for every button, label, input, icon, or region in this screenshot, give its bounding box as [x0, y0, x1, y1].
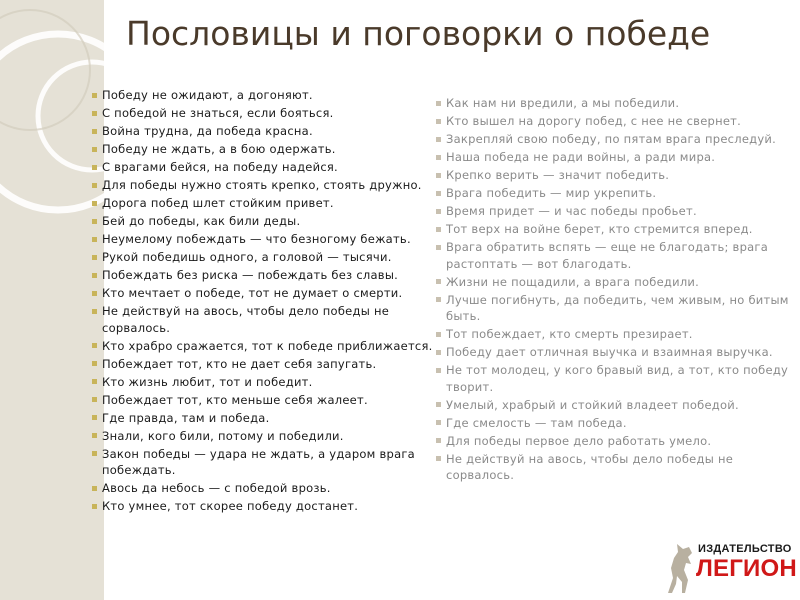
publisher-logo: [664, 540, 797, 596]
proverb-item: Закрепляй свою победу, по пятам врага преследуй.: [436, 131, 796, 148]
horse-icon: [664, 540, 700, 596]
proverb-item: Для победы первое дело работать умело.: [436, 433, 796, 450]
proverb-item: Знали, кого били, потому и победили.: [92, 428, 442, 445]
proverb-item: Побеждать без риска — побеждать без славы.: [92, 267, 442, 284]
proverb-item: Время придет — и час победы пробьет.: [436, 203, 796, 220]
proverb-item: Авось да небось — с победой врозь.: [92, 480, 442, 497]
proverb-item: Бей до победы, как били деды.: [92, 213, 442, 230]
proverb-item: Неумелому побеждать — что безногому бежать.: [92, 231, 442, 248]
proverb-item: Наша победа не ради войны, а ради мира.: [436, 149, 796, 166]
proverb-item: Победу дает отличная выучка и взаимная выручка.: [436, 344, 796, 361]
proverbs-left-column: [92, 87, 442, 516]
proverb-item: Не действуй на авось, чтобы дело победы не сорвалось.: [92, 303, 442, 336]
proverb-item: Не тот молодец, у кого бравый вид, а тот, кто победу творит.: [436, 362, 796, 395]
proverb-item: Не действуй на авось, чтобы дело победы не сорвалось.: [436, 451, 796, 484]
proverb-item: Война трудна, да победа красна.: [92, 123, 442, 140]
proverb-item: Дорога побед шлет стойким привет.: [92, 195, 442, 212]
proverb-item: Победу не ждать, а в бою одержать.: [92, 141, 442, 158]
proverb-item: Где смелость — там победа.: [436, 415, 796, 432]
proverb-item: Где правда, там и победа.: [92, 410, 442, 427]
proverb-item: Кто умнее, тот скорее победу достанет.: [92, 498, 442, 515]
page-title: Пословицы и поговорки о победе: [126, 14, 711, 53]
publisher-label: ИЗДАТЕЛЬСТВО: [698, 543, 792, 555]
proverb-item: Для победы нужно стоять крепко, стоять дружно.: [92, 177, 442, 194]
proverb-item: Врага обратить вспять — еще не благодать; врага растоптать — вот благодать.: [436, 239, 796, 272]
proverb-item: Тот побеждает, кто смерть презирает.: [436, 326, 796, 343]
proverb-item: Побеждает тот, кто меньше себя жалеет.: [92, 392, 442, 409]
proverb-item: Тот верх на войне берет, кто стремится вперед.: [436, 221, 796, 238]
proverbs-right-column: [436, 95, 796, 485]
proverb-item: Жизни не пощадили, а врага победили.: [436, 274, 796, 291]
proverb-item: Победу не ожидают, а догоняют.: [92, 87, 442, 104]
proverb-item: Закон победы — удара не ждать, а ударом врага побеждать.: [92, 446, 442, 479]
proverb-item: Побеждает тот, кто не дает себя запугать.: [92, 356, 442, 373]
proverb-item: Лучше погибнуть, да победить, чем живым, но битым быть.: [436, 292, 796, 325]
proverb-item: Кто мечтает о победе, тот не думает о смерти.: [92, 285, 442, 302]
proverb-item: Как нам ни вредили, а мы победили.: [436, 95, 796, 112]
proverb-item: Рукой победишь одного, а головой — тысячи.: [92, 249, 442, 266]
proverb-item: С победой не знаться, если бояться.: [92, 105, 442, 122]
publisher-name: ЛЕГИОН: [696, 555, 797, 582]
proverb-item: Кто храбро сражается, тот к победе приближается.: [92, 338, 442, 355]
proverb-item: Кто вышел на дорогу побед, с нее не свернет.: [436, 113, 796, 130]
proverb-item: Врага победить — мир укрепить.: [436, 185, 796, 202]
proverb-item: Умелый, храбрый и стойкий владеет победой.: [436, 397, 796, 414]
proverb-item: С врагами бейся, на победу надейся.: [92, 159, 442, 176]
proverb-item: Кто жизнь любит, тот и победит.: [92, 374, 442, 391]
proverb-item: Крепко верить — значит победить.: [436, 167, 796, 184]
